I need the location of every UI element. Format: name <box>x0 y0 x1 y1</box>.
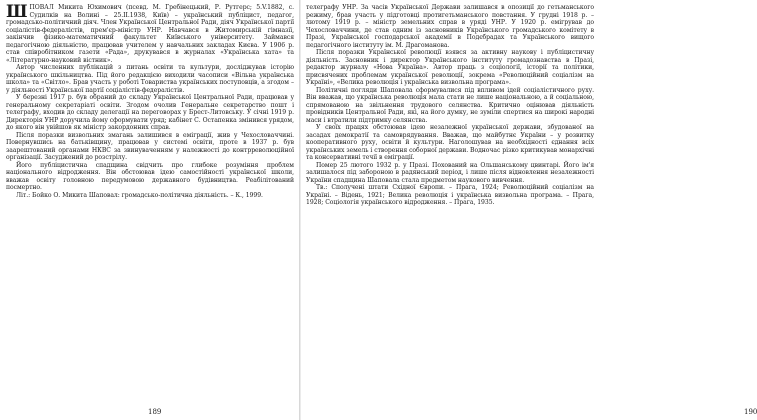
paragraph: телеграфу УНР. За часів Української Держави залишався в опозиції до гетьманського режиму, брав участь у підготовці протигетьманського повстання. У грудні 1918 р. – лютому 1919 р. – міністр земельних справ в уряді УНР. У 1920 р. емігрував до Чехословаччини, де став одним із засновників Українського громадського комітету в Празі, Української господарської академії в Подєбрадах та Українського вищого педагогічного інституту ім. М. Драгоманова. <box>306 4 594 49</box>
page-number-right: 190 <box>744 408 757 416</box>
paragraph: Автор численних публікацій з питань освіти та культури, досліджував історію українського шкільництва. Під його редакцією виходили часописи «Вільна українська школа» та «Світло». Брав участь у роботі Товариства українських поступовців, а згодом – у діяльності Української партії соціалістів-федералістів. <box>6 64 294 94</box>
paragraph: Помер 25 лютого 1932 р. у Празі. Похований на Ольшанському цвинтарі. Його ім'я залишалося під забороною в радянський період, і лише після відновлення незалежності України спадщина Шаповала стала предметом наукового вивчення. <box>306 161 594 184</box>
paragraph: Тв.: Сполучені штати Східної Європи. – Прага, 1924; Революційний соціалізм на Україні. – Відень, 1921; Велика революція і українська визвольна програма. – Прага, 1928; Соціологія українського відродження. – Прага, 1935. <box>306 184 594 206</box>
paragraph: Його публіцистична спадщина свідчить про глибоке розуміння проблем національного відродження. Він обстоював ідею самостійності української школи, вважав освіту головною передумовою державного будівництва. Реабілітований посмертно. <box>6 161 294 191</box>
left-page <box>0 0 300 420</box>
drop-cap: Ш <box>6 2 28 22</box>
right-page <box>300 0 757 420</box>
paragraph <box>6 4 294 64</box>
page-number-left: 189 <box>148 408 162 416</box>
paragraph: Після поразки Української революції взявся за активну наукову і публіцистичну діяльність. Засновник і директор Українського інституту громадознавства в Празі, редактор журналу «Нова Україна». Автор праць з соціології, історії та політики, присвячених проблемам української революції, зокрема «Революційний соціалізм на Україні», «Велика революція і українська визвольна програма». <box>306 49 594 86</box>
right-column <box>306 4 594 207</box>
paragraph: У березні 1917 р. був обраний до складу Української Центральної Ради, працював у генеральному секретаріаті освіти. Згодом очолив Генеральне секретарство пошт і телеграфу, входив до складу делегації на переговорах у Брест-Литовську. У січні 1919 р. Директорія УНР доручила йому сформувати уряд; кабінет С. Остапенка змінився урядом, до якого він увійшов як міністр закордонних справ. <box>6 94 294 131</box>
paragraph: У своїх працях обстоював ідею незалежної української держави, збудованої на засадах демократії та самоврядування. Вважав, що майбутнє України – у розвитку кооперативного руху, освіти й культури. Наголошував на необхідності єднання всіх українських земель і створення соборної держави. Водночас різко критикував монархічні та консервативні течії в еміграції. <box>306 124 594 161</box>
paragraph-text: ПОВАЛ Микита Юхимович (псевд. М. Гребінецький, Р. Рутгерс; 5.V.1882, с. Судилків на Волині – 25.II.1938, Київ) – український публіцист, педагог, громадсько-політичний діяч. Член Української Центральної Ради, діяч Української партії соціалістів-федералістів, прем'єр-міністр УНР. Навчався в Житомирській гімназії, закінчив фізико-математичний факультет Київського університету. Займався педагогічною діяльністю, працював учителем у навчальних закладах Києва. У 1906 р. став співробітником газети «Рада», друкувався в журналах «Українська хата» та «Літературно-науковий вістник». <box>6 4 294 64</box>
paragraph: Після поразки визвольних змагань залишився в еміграції, жив у Чехословаччині. Повернувшись на батьківщину, працював у системі освіти, проте в 1937 р. був заарештований органами НКВС за звинуваченням у належності до контрреволюційної організації. Засуджений до розстрілу. <box>6 131 294 161</box>
paragraph: Літ.: Бойко О. Микита Шаповал: громадсько-політична діяльність. – К., 1999. <box>16 191 263 199</box>
left-column <box>6 4 294 199</box>
paragraph: Політичні погляди Шаповала сформувалися під впливом ідей соціалістичного руху. Він вважав, що українська революція мала стати не лише національною, а й соціальною, спрямованою на звільнення трудового селянства. Критично оцінював діяльність провідників Центральної Ради, які, на його думку, не зуміли спертися на широкі народні маси і втратили підтримку селянства. <box>306 86 594 124</box>
